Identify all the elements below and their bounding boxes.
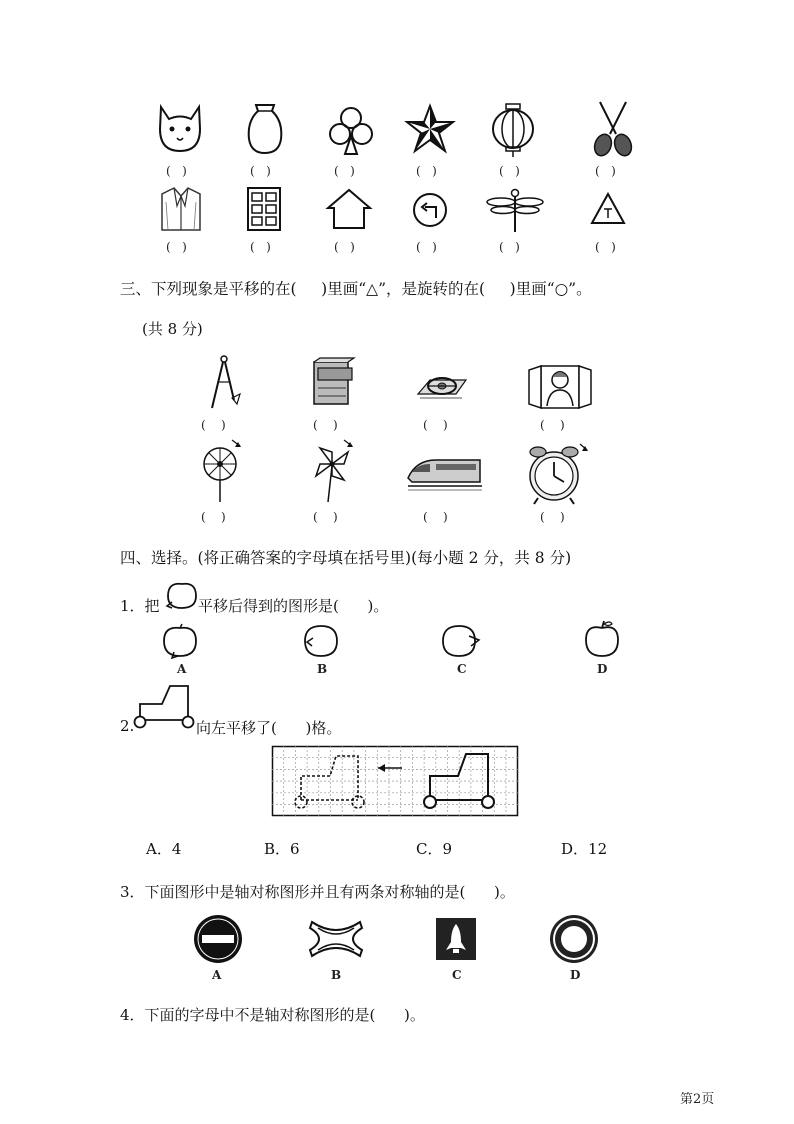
q3-label-b: B bbox=[331, 968, 342, 982]
house-shape-icon bbox=[326, 188, 372, 230]
q1-option-b-apple[interactable] bbox=[303, 622, 339, 658]
s3-row1-answer-4[interactable]: ( ) bbox=[540, 418, 565, 432]
ring-sign-icon[interactable] bbox=[549, 914, 599, 964]
pinwheel-star-icon bbox=[405, 104, 455, 154]
q1-label-a: A bbox=[177, 662, 187, 676]
train-icon bbox=[406, 452, 484, 492]
jacket-icon bbox=[160, 186, 202, 232]
turn-left-sign-icon bbox=[412, 192, 448, 228]
rocket-sign-icon[interactable] bbox=[434, 916, 478, 962]
alarm-clock-icon bbox=[524, 438, 588, 506]
q3-label-a: A bbox=[212, 968, 222, 982]
s3-row1-answer-3[interactable]: ( ) bbox=[423, 418, 448, 432]
vase-icon bbox=[245, 103, 285, 155]
row2-answer-2[interactable]: ( ) bbox=[250, 240, 271, 254]
q2-grid-figure bbox=[272, 746, 518, 816]
pinwheel-toy-icon bbox=[308, 438, 358, 504]
row2-answer-3[interactable]: ( ) bbox=[334, 240, 355, 254]
row2-answer-4[interactable]: ( ) bbox=[416, 240, 437, 254]
page-number: 第2页 bbox=[680, 1092, 715, 1107]
row2-answer-1[interactable]: ( ) bbox=[166, 240, 187, 254]
row1-answer-1[interactable]: ( ) bbox=[166, 164, 187, 178]
q2-number: 2. bbox=[120, 717, 135, 735]
q1-label-d: D bbox=[597, 662, 608, 676]
row1-answer-2[interactable]: ( ) bbox=[250, 164, 271, 178]
window-girl-icon bbox=[527, 360, 593, 410]
row1-answer-3[interactable]: ( ) bbox=[334, 164, 355, 178]
s3-row2-answer-2[interactable]: ( ) bbox=[313, 510, 338, 524]
q2-text-after: 向左平移了( )格。 bbox=[196, 719, 342, 737]
q1-label-b: B bbox=[317, 662, 328, 676]
q1-text-before: 1．把 bbox=[120, 597, 160, 615]
row1-answer-4[interactable]: ( ) bbox=[416, 164, 437, 178]
scissors-icon bbox=[592, 100, 634, 158]
dragonfly-icon bbox=[485, 188, 545, 234]
cabinet-icon bbox=[246, 186, 282, 232]
q1-option-d-apple[interactable] bbox=[582, 618, 622, 658]
row1-answer-5[interactable]: ( ) bbox=[499, 164, 520, 178]
cat-face-icon bbox=[155, 105, 205, 153]
q3-label-c: C bbox=[452, 968, 462, 982]
q2-option-b[interactable]: B．6 bbox=[264, 840, 300, 858]
q1-text-after: 平移后得到的图形是( )。 bbox=[198, 597, 389, 615]
drawer-cabinet-icon bbox=[312, 356, 356, 406]
compass-tool-icon bbox=[204, 354, 244, 410]
q2-option-a[interactable]: A．4 bbox=[146, 840, 182, 858]
q4-text: 4．下面的字母中不是轴对称图形的是( )。 bbox=[120, 1006, 425, 1024]
s3-row2-answer-3[interactable]: ( ) bbox=[423, 510, 448, 524]
q3-text: 3．下面图形中是轴对称图形并且有两条对称轴的是( )。 bbox=[120, 883, 515, 901]
triangle-sign-icon bbox=[590, 192, 626, 226]
q3-label-d: D bbox=[570, 968, 581, 982]
s3-row1-answer-1[interactable]: ( ) bbox=[201, 418, 226, 432]
s3-row2-answer-4[interactable]: ( ) bbox=[540, 510, 565, 524]
q1-option-c-apple[interactable] bbox=[441, 622, 481, 658]
no-entry-sign-icon[interactable] bbox=[193, 914, 243, 964]
section4-title: 四、选择。(将正确答案的字母填在括号里)(每小题 2 分，共 8 分) bbox=[120, 549, 572, 567]
truck-shape-icon bbox=[132, 682, 196, 728]
row2-answer-6[interactable]: ( ) bbox=[595, 240, 616, 254]
lantern-icon bbox=[490, 102, 536, 158]
apple-shape-icon bbox=[166, 580, 198, 610]
q2-option-d[interactable]: D．12 bbox=[561, 840, 608, 858]
q1-option-a-apple[interactable] bbox=[162, 622, 198, 658]
narrow-road-sign-icon[interactable] bbox=[308, 918, 364, 960]
s3-row1-answer-2[interactable]: ( ) bbox=[313, 418, 338, 432]
s3-row2-answer-1[interactable]: ( ) bbox=[201, 510, 226, 524]
club-shape-icon bbox=[328, 106, 374, 156]
row1-answer-6[interactable]: ( ) bbox=[595, 164, 616, 178]
steering-wheel-icon bbox=[416, 364, 468, 404]
section3-points: (共 8 分) bbox=[142, 320, 203, 338]
q2-option-c[interactable]: C．9 bbox=[416, 840, 453, 858]
q1-label-c: C bbox=[457, 662, 467, 676]
windmill-flower-icon bbox=[198, 438, 248, 504]
section3-title: 三、下列现象是平移的在( )里画“△”，是旋转的在( )里画“○”。 bbox=[120, 280, 592, 298]
row2-answer-5[interactable]: ( ) bbox=[499, 240, 520, 254]
